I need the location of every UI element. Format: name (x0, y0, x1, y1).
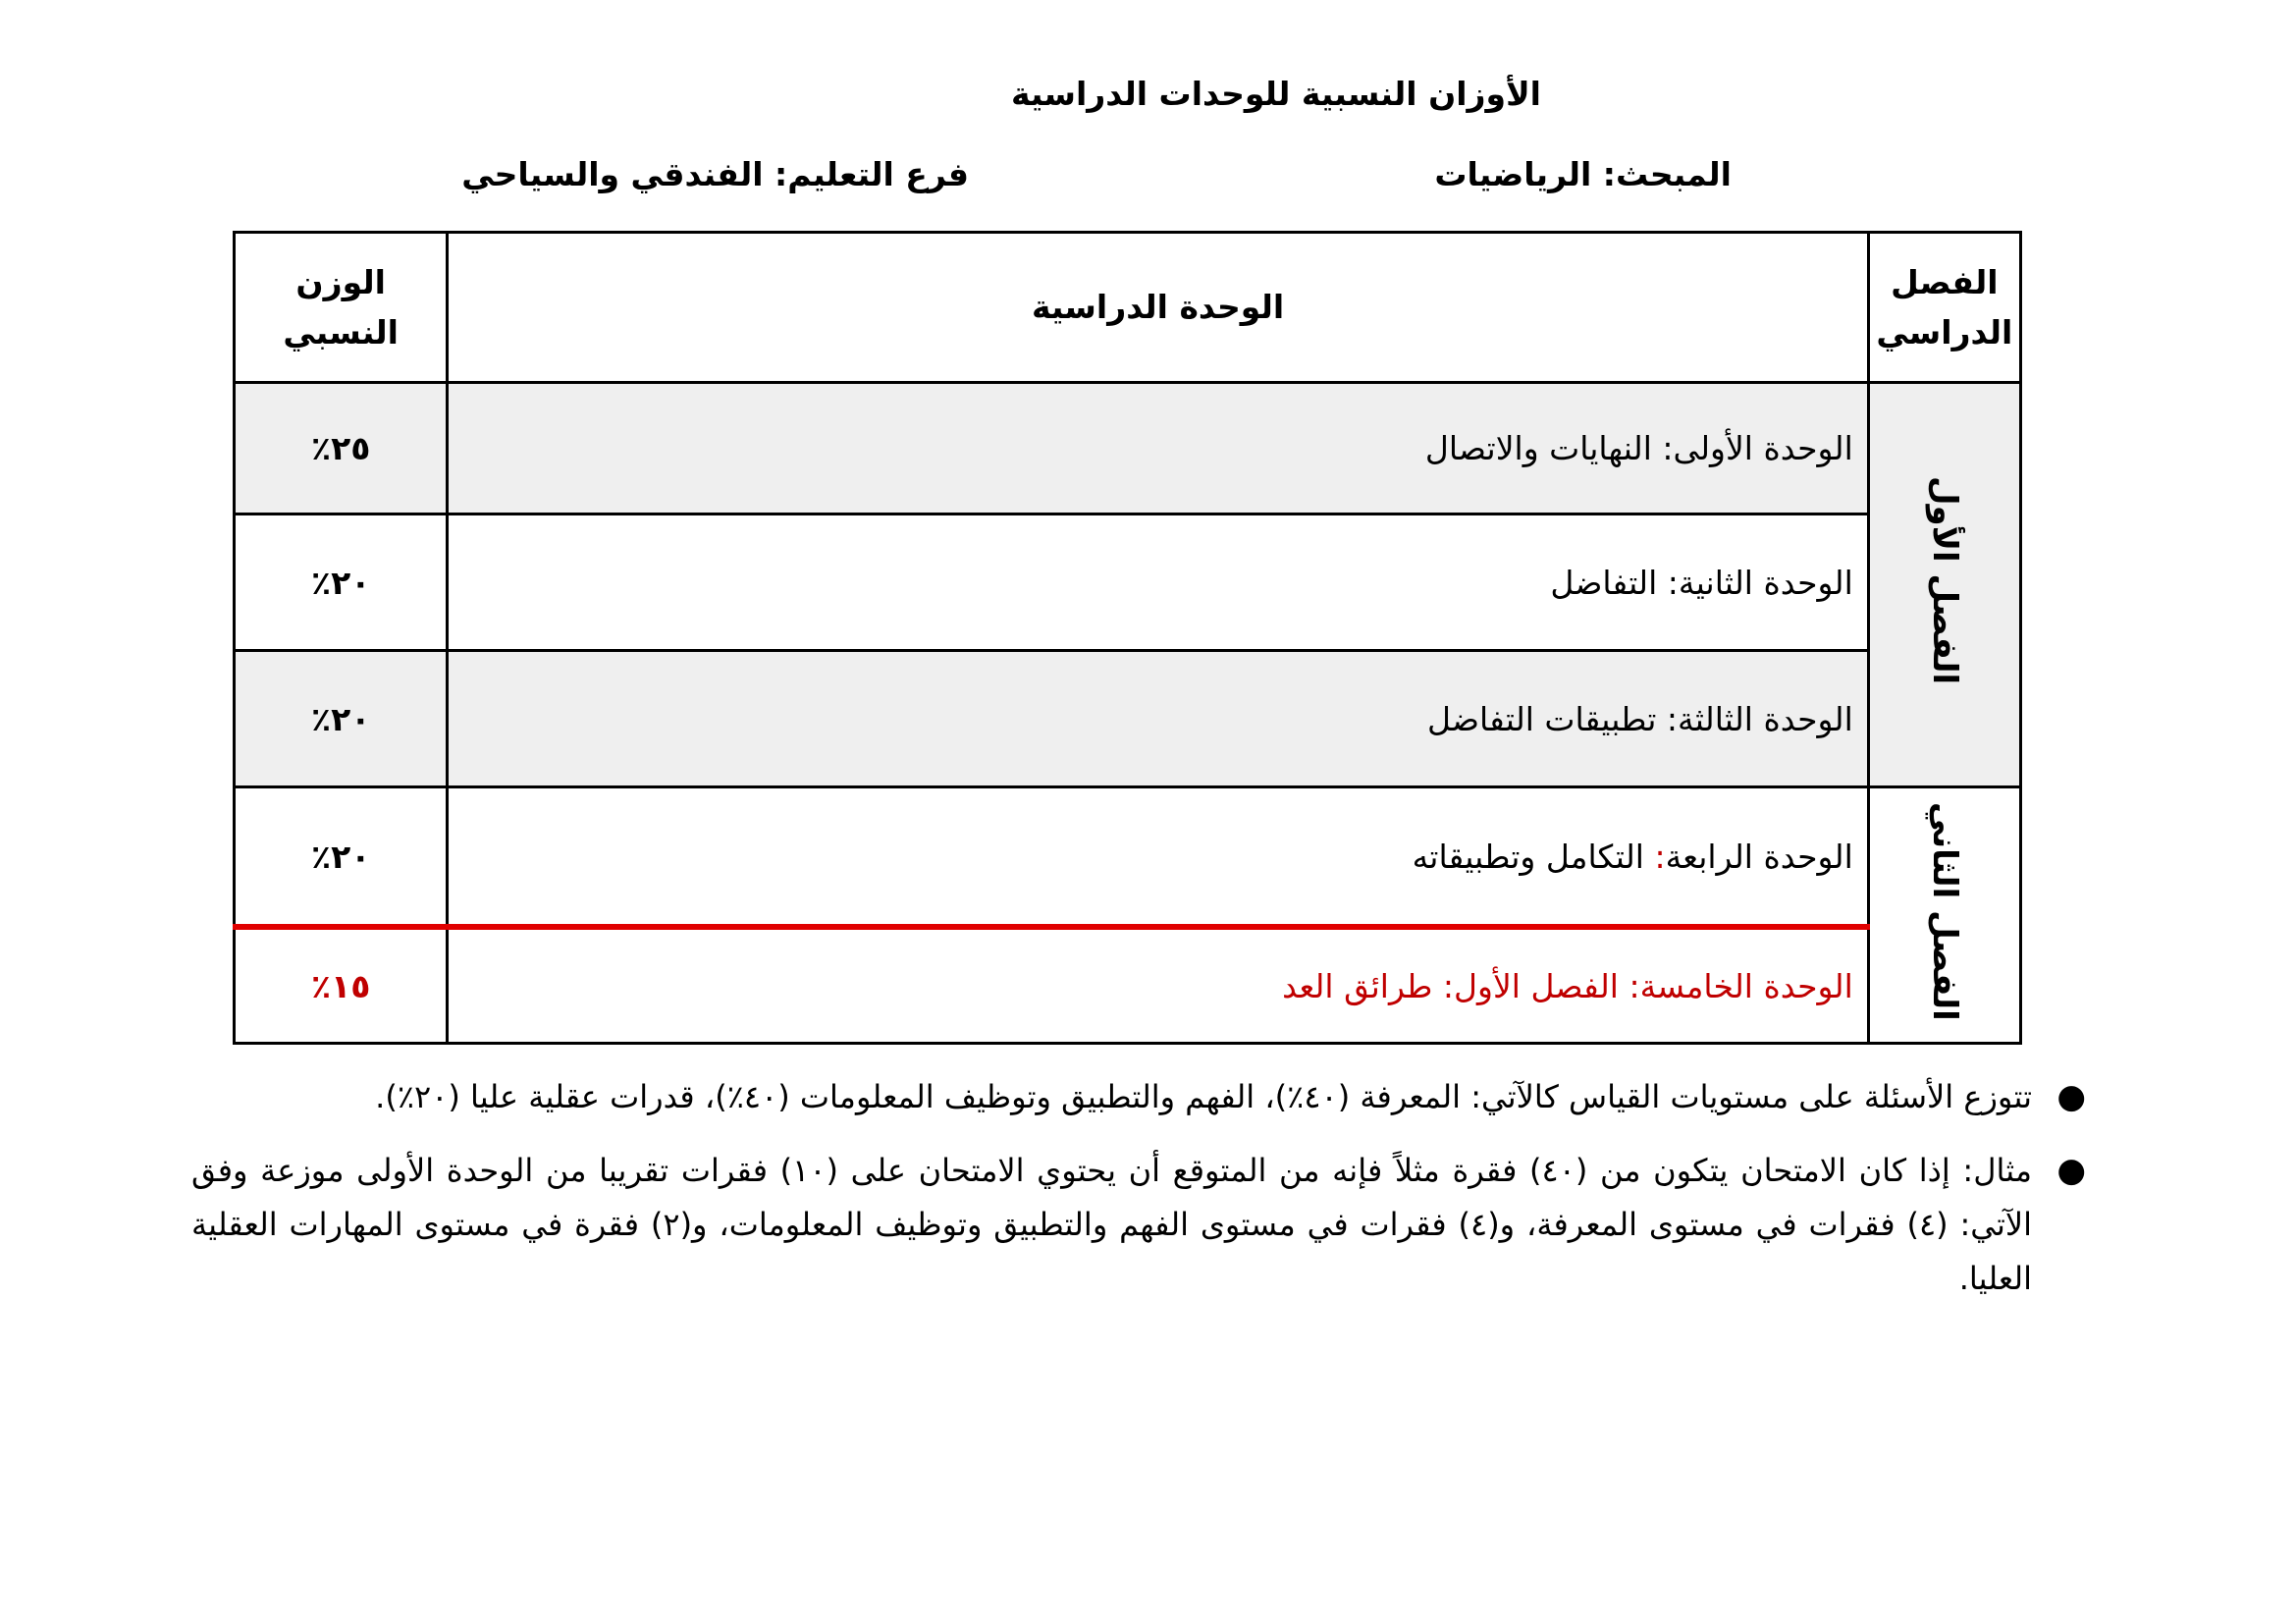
bullet-icon: ● (2056, 1077, 2086, 1116)
unit-cell (448, 927, 1868, 1044)
bullet-icon: ● (2056, 1151, 2086, 1190)
unit-prefix: الوحدة الرابعة (1665, 837, 1853, 876)
header-unit: الوحدة الدراسية (448, 233, 1868, 383)
unit-prefix: الوحدة الخامسة: (1629, 966, 1853, 1005)
unit-cell (448, 514, 1868, 651)
unit-prefix: الوحدة الثانية: (1667, 563, 1853, 602)
header-weight: الوزن النسبي (235, 233, 448, 383)
subject-label: المبحث: الرياضيات (1434, 155, 1732, 193)
unit-name: النهايات والاتصال (1424, 429, 1652, 467)
table-header-row (235, 233, 2021, 383)
table-row (235, 514, 2021, 651)
table-row (235, 927, 2021, 1044)
header-semester: الفصل الدراسي (1868, 233, 2020, 383)
semester-first-cell (1868, 383, 2020, 787)
list-item (191, 1070, 2086, 1124)
semester-second-label: الفصل الثاني (1924, 801, 1964, 1021)
list-item (191, 1144, 2086, 1306)
unit-cell (448, 383, 1868, 514)
table-row (235, 383, 2021, 514)
table-row (235, 787, 2021, 928)
unit-name: تطبيقات التفاضل (1426, 699, 1657, 738)
page-title: الأوزان النسبية للوحدات الدراسية (1011, 75, 1541, 113)
note-text: مثال: إذا كان الامتحان يتكون من (٤٠) فقرة مثلاً فإنه من المتوقع أن يحتوي الامتحان على (١٠) فقرات تقريبا من الوحدة الأولى موزعة وفق الآتي: (٤) فقرات في مستوى المعرفة، و(٤) فقرات في مستوى الفهم والتطبيق وتوظيف المعلومات، و(٢) فقرة في مستوى المهارات العقلية العليا. (191, 1152, 2033, 1297)
semester-first-label: الفصل الأول (1924, 476, 1964, 685)
weight-cell: ٢٥٪ (235, 383, 448, 514)
unit-cell (448, 651, 1868, 787)
semester-second-cell (1868, 787, 2020, 1044)
unit-name: الفصل الأول: طرائق العد (1282, 966, 1619, 1005)
unit-colon: : (1654, 837, 1666, 876)
unit-name: التفاضل (1550, 563, 1658, 602)
weight-cell: ٢٠٪ (235, 514, 448, 651)
weights-table (233, 231, 2022, 1045)
table-row (235, 651, 2021, 787)
weight-cell: ٢٠٪ (235, 651, 448, 787)
weight-cell: ١٥٪ (235, 927, 448, 1044)
unit-prefix: الوحدة الثالثة: (1666, 699, 1853, 738)
unit-cell (448, 787, 1868, 928)
notes-list (191, 1070, 2086, 1326)
branch-label: فرع التعليم: الفندقي والسياحي (461, 155, 969, 193)
unit-prefix: الوحدة الأولى: (1662, 429, 1853, 467)
note-text: تتوزع الأسئلة على مستويات القياس كالآتي: المعرفة (٤٠٪)، الفهم والتطبيق وتوظيف المعلومات (٤٠٪)، قدرات عقلية عليا (٢٠٪). (375, 1078, 2032, 1115)
unit-name: التكامل وتطبيقاته (1412, 837, 1644, 876)
weight-cell: ٢٠٪ (235, 787, 448, 928)
